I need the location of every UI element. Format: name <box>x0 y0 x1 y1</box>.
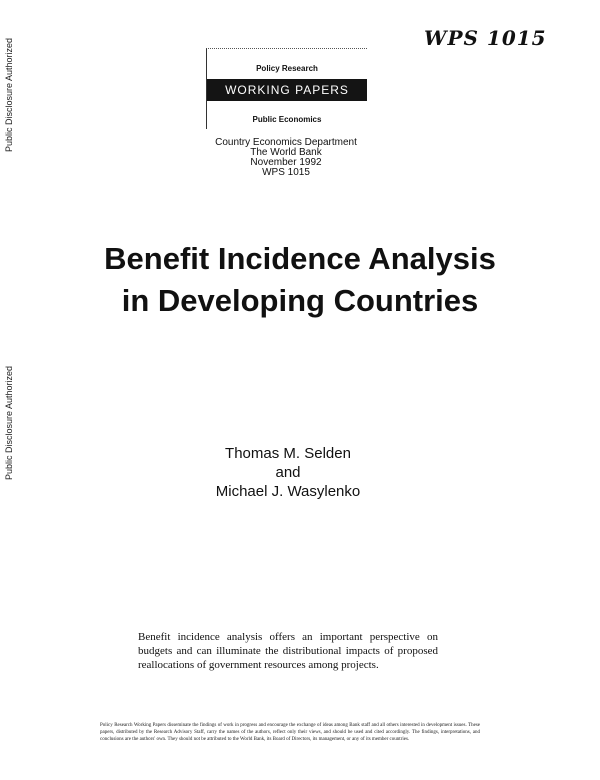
series-top-label: Policy Research <box>256 64 318 73</box>
abstract-text: Benefit incidence analysis offers an important perspective on budgets and can illuminate the distributional impacts of proposed reallocations of government resources among projects. <box>138 631 438 671</box>
handwritten-wps-number: WPS 1015 <box>424 26 547 50</box>
title-line-2: in Developing Countries <box>121 283 479 318</box>
disclosure-label-middle: Public Disclosure Authorized <box>4 365 14 480</box>
publication-date: November 1992 <box>250 157 322 168</box>
author-1: Thomas M. Selden <box>225 445 351 462</box>
series-bottom-label: Public Economics <box>252 115 322 124</box>
author-2: Michael J. Wasylenko <box>215 483 361 500</box>
department-block <box>196 138 376 178</box>
disclaimer-footnote: Policy Research Working Papers disseminate the findings of work in progress and encourage the exchange of ideas among Bank staff and all others interested in development issues. These papers, distributed by the Research Advisory Staff, carry the names of the authors, reflect only their views, and should be used and cited accordingly. The findings, interpretations, and conclusions are the authors' own. They should not be attributed to the World Bank, its Board of Directors, its management, or any of its member countries. <box>100 723 480 742</box>
paper-title <box>40 238 560 322</box>
disclosure-label-top: Public Disclosure Authorized <box>4 37 14 152</box>
institution-name: The World Bank <box>250 147 322 158</box>
author-conjunction: and <box>275 464 301 481</box>
wps-number: WPS 1015 <box>262 167 310 178</box>
series-banner: WORKING PAPERS <box>207 79 367 101</box>
author-block <box>188 444 388 501</box>
department-name: Country Economics Department <box>215 137 357 148</box>
series-logo-box <box>206 48 367 129</box>
title-line-1: Benefit Incidence Analysis <box>104 241 496 276</box>
